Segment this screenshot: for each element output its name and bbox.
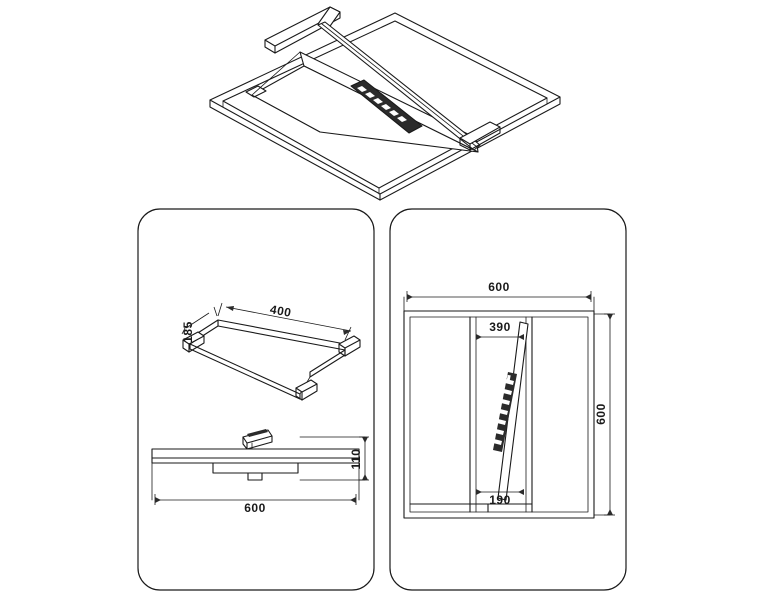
isometric-exploded-view [210,7,560,200]
plan-view [404,280,615,518]
dim-plan-height: 600 [594,403,608,425]
dim-plan-width: 600 [488,280,510,294]
dim-side-width: 600 [244,501,266,515]
dim-side-height: 110 [349,448,363,470]
left-detail-panel [138,209,374,590]
dim-bracket-depth: 185 [181,321,195,343]
dim-bracket-width: 400 [268,302,293,320]
dim-plan-inner-upper: 390 [489,320,511,334]
right-detail-panel [390,209,626,590]
dim-plan-inner-lower: 190 [489,493,511,507]
